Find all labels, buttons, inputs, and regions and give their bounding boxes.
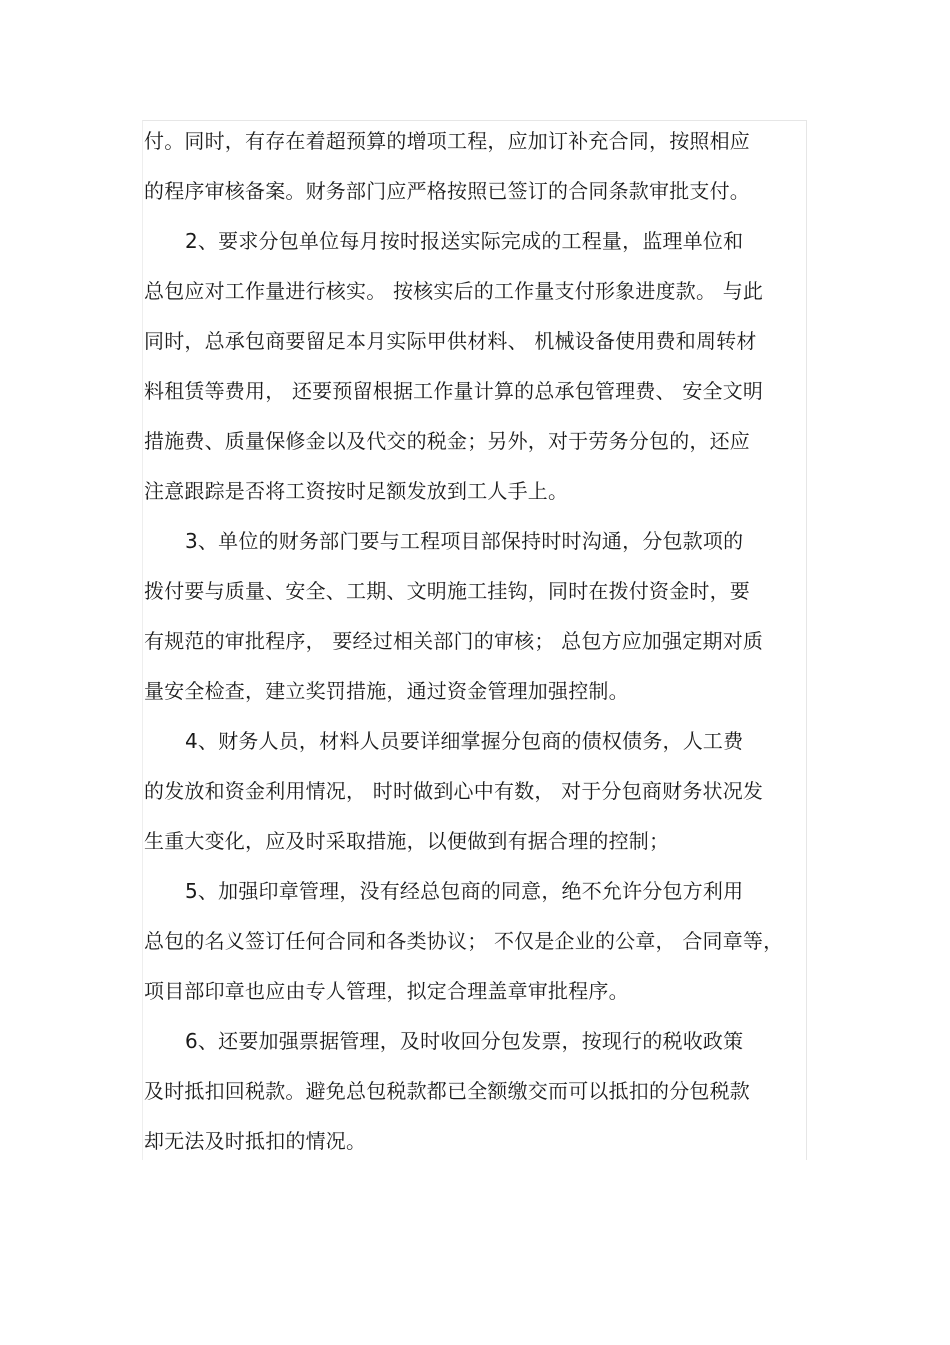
text-line: 料租赁等费用， 还要预留根据工作量计算的总承包管理费、 安全文明	[144, 379, 764, 403]
text-line: 注意跟踪是否将工资按时足额发放到工人手上。	[144, 479, 569, 503]
paragraph-2-start: 2、要求分包单位每月按时报送实际完成的工程量，监理单位和	[185, 229, 744, 253]
text-line: 的程序审核备案。财务部门应严格按照已签订的合同条款审批支付。	[144, 179, 750, 203]
text-line: 总包应对工作量进行核实。 按核实后的工作量支付形象进度款。 与此	[144, 279, 764, 303]
text-line: 却无法及时抵扣的情况。	[144, 1129, 367, 1153]
text-line: 有规范的审批程序， 要经过相关部门的审核； 总包方应加强定期对质	[144, 629, 764, 653]
text-line: 及时抵扣回税款。避免总包税款都已全额缴交而可以抵扣的分包税款	[144, 1079, 750, 1103]
paragraph-3-start: 3、单位的财务部门要与工程项目部保持时时沟通，分包款项的	[185, 529, 744, 553]
text-line: 生重大变化，应及时采取措施，以便做到有据合理的控制；	[144, 829, 670, 853]
text-line: 总包的名义签订任何合同和各类协议； 不仅是企业的公章， 合同章等，	[144, 929, 784, 953]
document-body	[144, 116, 824, 1166]
text-line: 措施费、质量保修金以及代交的税金；另外，对于劳务分包的，还应	[144, 429, 750, 453]
paragraph-4-start: 4、财务人员，材料人员要详细掌握分包商的债权债务，人工费	[185, 729, 744, 753]
paragraph-5-start: 5、加强印章管理，没有经总包商的同意，绝不允许分包方利用	[185, 879, 744, 903]
text-line: 的发放和资金利用情况， 时时做到心中有数， 对于分包商财务状况发	[144, 779, 764, 803]
text-line: 项目部印章也应由专人管理，拟定合理盖章审批程序。	[144, 979, 629, 1003]
text-line: 同时，总承包商要留足本月实际甲供材料、 机械设备使用费和周转材	[144, 329, 757, 353]
text-line: 量安全检查，建立奖罚措施，通过资金管理加强控制。	[144, 679, 629, 703]
paragraph-6-start: 6、还要加强票据管理，及时收回分包发票，按现行的税收政策	[185, 1029, 744, 1053]
text-line: 拨付要与质量、安全、工期、文明施工挂钩，同时在拨付资金时，要	[144, 579, 750, 603]
text-line: 付。同时，有存在着超预算的增项工程，应加订补充合同，按照相应	[144, 129, 750, 153]
